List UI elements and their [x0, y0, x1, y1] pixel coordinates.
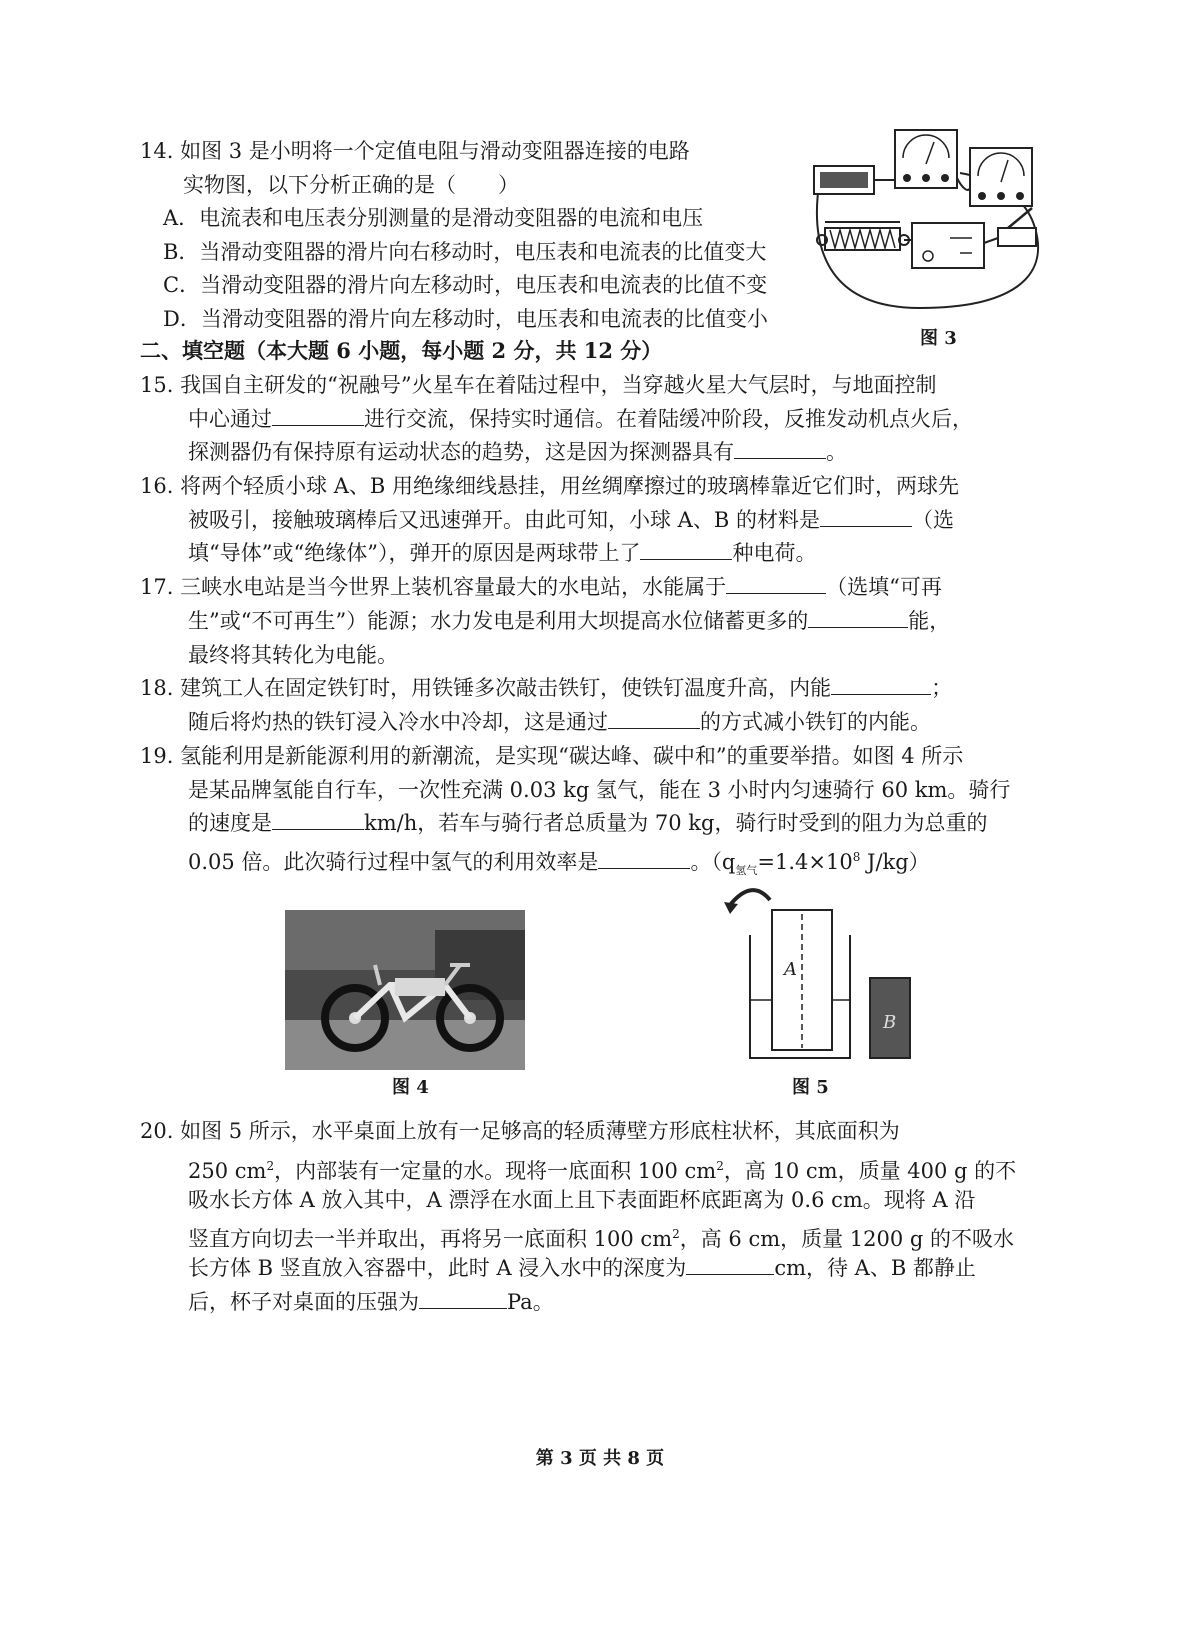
container-figure [722, 880, 922, 1060]
q19-text4d: J/kg） [860, 850, 930, 874]
q15-text1: 我国自主研发的“祝融号”火星车在着陆过程中，当穿越火星大气层时，与地面控制 [180, 373, 937, 397]
q20-text1: 如图 5 所示，水平桌面上放有一足够高的轻质薄壁方形底柱状杯，其底面积为 [180, 1119, 900, 1143]
q17-line3: 最终将其转化为电能。 [188, 643, 398, 667]
bicycle-photo [285, 910, 525, 1070]
q20-blank1[interactable] [686, 1254, 774, 1275]
block-b-label: B [883, 1012, 897, 1033]
q19-text4c: =1.4×10 [757, 850, 853, 874]
block-a-label: A [784, 959, 797, 980]
q14-option-c: C．当滑动变阻器的滑片向左移动时，电压表和电流表的比值不变 [163, 273, 768, 297]
q15-text2b: 进行交流，保持实时通信。在着陆缓冲阶段，反推发动机点火后， [364, 407, 973, 431]
resistor-box [912, 223, 984, 268]
q16-blank1[interactable] [820, 506, 912, 527]
q17-blank2[interactable] [808, 607, 908, 628]
q20-line5 [188, 1253, 976, 1283]
q19-subscript: 氢气 [735, 864, 758, 878]
q18-text1a: 建筑工人在固定铁钉时，用铁锤多次敲击铁钉，使铁钉温度升高，内能 [180, 676, 832, 700]
q16-text1: 将两个轻质小球 A、B 用绝缘细线悬挂，用丝绸摩擦过的玻璃棒靠近它们时，两球先 [180, 474, 960, 498]
q19-line2: 是某品牌氢能自行车，一次性充满 0.03 kg 氢气，能在 3 小时内匀速骑行 60 km。骑行 [188, 778, 1011, 802]
q20-blank2[interactable] [419, 1288, 507, 1309]
q18-line2 [188, 707, 931, 737]
q19-line1 [140, 741, 963, 771]
q20-line6 [188, 1287, 554, 1317]
q19-blank2[interactable] [598, 848, 690, 869]
q14-option-d: D．当滑动变阻器的滑片向左移动时，电压表和电流表的比值变小 [163, 307, 768, 331]
q18-text2a: 随后将灼热的铁钉浸入冷水中冷却，这是通过 [188, 710, 608, 734]
q20-text2a: 250 cm [188, 1159, 267, 1183]
q16-text3a: 填“导体”或“绝缘体”），弹开的原因是两球带上了 [188, 541, 641, 565]
q19-superscript: 8 [852, 850, 861, 864]
q19-text3a: 的速度是 [188, 811, 272, 835]
q14-option-a: A．电流表和电压表分别测量的是滑动变阻器的电流和电压 [163, 206, 704, 230]
q19-blank1[interactable] [272, 809, 364, 830]
q16-text2a: 被吸引，接触玻璃棒后又迅速弹开。由此可知，小球 A、B 的材料是 [188, 508, 820, 532]
q17-text1b: （选填“可再 [826, 575, 942, 599]
q16-text3b: 种电荷。 [732, 541, 817, 565]
q14-option-b: B．当滑动变阻器的滑片向右移动时，电压表和电流表的比值变大 [163, 240, 767, 264]
q19-line3 [188, 808, 987, 838]
q17-text1a: 三峡水电站是当今世界上装机容量最大的水电站，水能属于 [180, 575, 727, 599]
q15-line3 [188, 437, 847, 467]
q20-line4 [188, 1219, 1014, 1254]
q20-line2 [188, 1151, 1016, 1186]
q17-text2b: 能， [908, 609, 951, 633]
q15-text2a: 中心通过 [188, 407, 272, 431]
switch [998, 228, 1036, 246]
q19-text3b: km/h，若车与骑行者总质量为 70 kg，骑行时受到的阻力为总重的 [364, 811, 988, 835]
q20-text5b: cm，待 A、B 都静止 [774, 1256, 976, 1280]
q16-number: 16. [140, 474, 174, 498]
q15-line2 [188, 404, 973, 434]
q20-text4a: 竖直方向切去一半并取出，再将另一底面积 100 cm [188, 1227, 673, 1251]
q17-blank1[interactable] [726, 573, 826, 594]
q16-line1 [140, 471, 959, 501]
q20-text2c: ，高 10 cm，质量 400 g 的不 [723, 1159, 1017, 1183]
q14-number: 14. [140, 139, 174, 163]
q18-line1 [140, 673, 952, 703]
q20-line1 [140, 1116, 900, 1146]
q17-line2 [188, 606, 950, 636]
q18-blank1[interactable] [831, 674, 931, 695]
q15-text3a: 探测器仍有保持原有运动状态的趋势，这是因为探测器具有 [188, 440, 734, 464]
figure4-caption: 图 4 [392, 1077, 429, 1098]
q15-text3b: 。 [826, 440, 847, 464]
q20-number: 20. [140, 1119, 174, 1143]
q18-number: 18. [140, 676, 174, 700]
q18-text2b: 的方式减小铁钉的内能。 [700, 710, 931, 734]
q20-text4b: ，高 6 cm，质量 1200 g 的不吸水 [679, 1227, 1015, 1251]
q16-text2b: （选 [911, 508, 954, 532]
q15-number: 15. [140, 373, 174, 397]
figure3-caption: 图 3 [920, 328, 957, 349]
q17-line1 [140, 572, 942, 602]
q20-line3: 吸水长方体 A 放入其中，A 漂浮在水面上且下表面距杯底距离为 0.6 cm。现将 A 沿 [188, 1188, 976, 1212]
q17-text2a: 生”或“不可再生”）能源；水力发电是利用大坝提高水位储蓄更多的 [188, 609, 809, 633]
q16-line3 [188, 538, 816, 568]
q16-blank2[interactable] [640, 539, 732, 560]
circuit-figure [810, 118, 1050, 323]
q20-sup2: 2 [716, 1159, 724, 1173]
q20-text5a: 长方体 B 竖直放入容器中，此时 A 浸入水中的深度为 [188, 1256, 687, 1280]
q20-text6b: Pa。 [507, 1290, 554, 1314]
q19-number: 19. [140, 744, 174, 768]
q20-text6a: 后，杯子对桌面的压强为 [188, 1290, 419, 1314]
q20-text2b: ，内部装有一定量的水。现将一底面积 100 cm [274, 1159, 717, 1183]
figure5-caption: 图 5 [792, 1077, 829, 1098]
q15-blank1[interactable] [272, 405, 364, 426]
q15-blank2[interactable] [734, 438, 826, 459]
q19-text1: 氢能利用是新能源利用的新潮流，是实现“碳达峰、碳中和”的重要举措。如图 4 所示 [180, 744, 964, 768]
q16-line2 [188, 505, 954, 535]
section-title: 二、填空题（本大题 6 小题，每小题 2 分，共 12 分） [140, 338, 663, 363]
q20-sup1: 2 [266, 1159, 275, 1173]
q20-sup3: 2 [672, 1227, 680, 1241]
q19-text4b: 。（q [690, 850, 736, 874]
q17-number: 17. [140, 575, 174, 599]
page-footer: 第 3 页 共 8 页 [535, 1448, 665, 1469]
q14-stem-line2: 实物图，以下分析正确的是（ ） [183, 173, 519, 197]
q14-stem-text1: 如图 3 是小明将一个定值电阻与滑动变阻器连接的电路 [180, 139, 690, 163]
q19-text4a: 0.05 倍。此次骑行过程中氢气的利用效率是 [188, 850, 599, 874]
q18-blank2[interactable] [608, 708, 700, 729]
q14-stem-line1 [140, 136, 690, 166]
rotate-arrow-icon [730, 890, 770, 905]
q15-line1 [140, 370, 937, 400]
q18-text1b: ； [931, 676, 953, 700]
